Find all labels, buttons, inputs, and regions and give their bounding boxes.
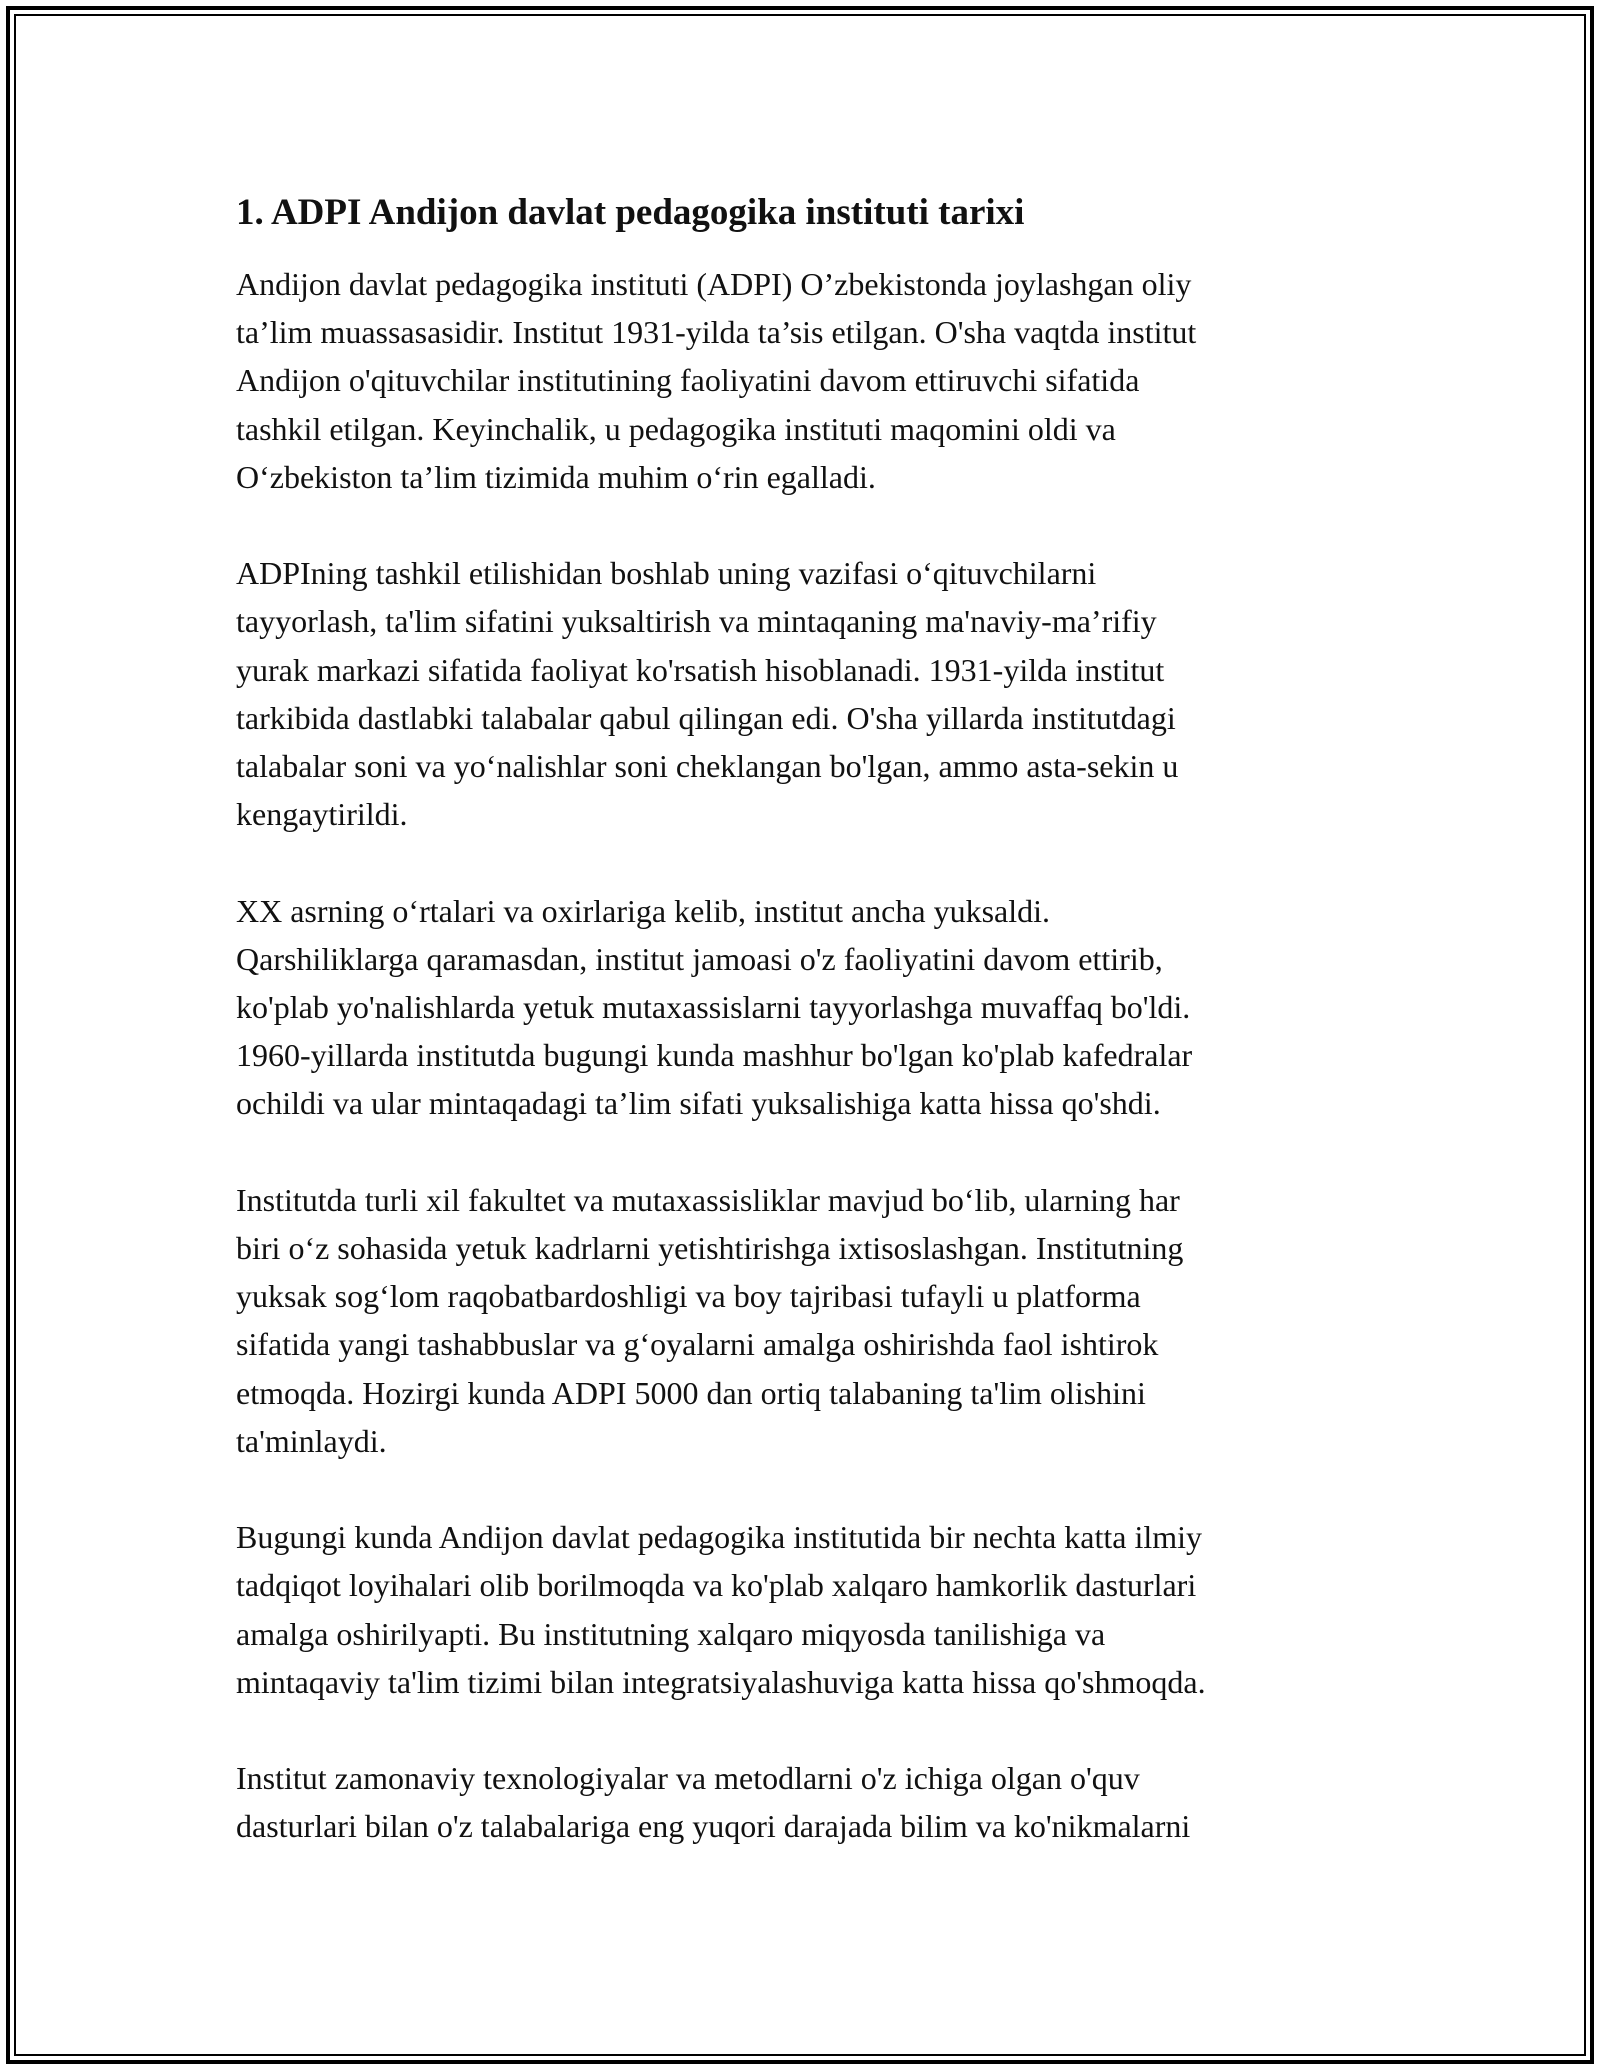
paragraph-line: ta'minlaydi. (236, 1422, 387, 1459)
paragraph-line: yuksak sog‘lom raqobatbardoshligi va boy tajribasi tufayli u platforma (236, 1278, 1141, 1315)
paragraph-line: Institut zamonaviy texnologiyalar va metodlarni o'z ichiga olgan o'quv (236, 1760, 1140, 1797)
paragraph-line: kengaytirildi. (236, 796, 408, 833)
paragraph-line: ochildi va ular mintaqadagi ta’lim sifati yuksalishiga katta hissa qo'shdi. (236, 1085, 1161, 1122)
paragraph-line: tadqiqot loyihalari olib borilmoqda va ko'plab xalqaro hamkorlik dasturlari (236, 1567, 1197, 1604)
paragraph-line: XX asrning o‘rtalari va oxirlariga kelib, institut ancha yuksaldi. (236, 892, 1050, 929)
paragraph-line: Andijon o'qituvchilar institutining faoliyatini davom ettiruvchi sifatida (236, 362, 1140, 399)
paragraph-line: tarkibida dastlabki talabalar qabul qilingan edi. O'sha yillarda institutdagi (236, 699, 1176, 736)
paragraph (236, 887, 1364, 1128)
paragraph-line: dasturlari bilan o'z talabalariga eng yuqori darajada bilim va ko'nikmalarni (236, 1808, 1191, 1845)
paragraph-line: tashkil etilgan. Keyinchalik, u pedagogika instituti maqomini oldi va (236, 410, 1116, 447)
paragraph (236, 549, 1364, 838)
paragraph (236, 260, 1364, 501)
paragraph-line: 1960-yillarda institutda bugungi kunda mashhur bo'lgan ko'plab kafedralar (236, 1037, 1193, 1074)
paragraph-line: biri o‘z sohasida yetuk kadrlarni yetishtirishga ixtisoslashgan. Institutning (236, 1230, 1184, 1267)
paragraph-line: ta’lim muassasasidir. Institut 1931-yilda ta’sis etilgan. O'sha vaqtda institut (236, 314, 1197, 351)
paragraph-line: ko'plab yo'nalishlarda yetuk mutaxassislarni tayyorlashga muvaffaq bo'ldi. (236, 989, 1191, 1026)
paragraph-line: yurak markazi sifatida faoliyat ko'rsatish hisoblanadi. 1931-yilda institut (236, 651, 1165, 688)
paragraph-line: ADPIning tashkil etilishidan boshlab uning vazifasi o‘qituvchilarni (236, 555, 1097, 592)
paragraph-line: O‘zbekiston ta’lim tizimida muhim o‘rin egalladi. (236, 458, 876, 495)
paragraph (236, 1176, 1364, 1465)
paragraph-line: sifatida yangi tashabbuslar va g‘oyalarni amalga oshirishda faol ishtirok (236, 1326, 1159, 1363)
paragraph-line: Bugungi kunda Andijon davlat pedagogika institutida bir nechta katta ilmiy (236, 1519, 1203, 1556)
paragraph-line: etmoqda. Hozirgi kunda ADPI 5000 dan ortiq talabaning ta'lim olishini (236, 1374, 1146, 1411)
paragraph (236, 1754, 1364, 1850)
paragraph-line: Andijon davlat pedagogika instituti (ADPI) O’zbekistonda joylashgan oliy (236, 266, 1192, 302)
document-body (236, 188, 1364, 1899)
paragraph-line: Institutda turli xil fakultet va mutaxassisliklar mavjud bo‘lib, ularning har (236, 1181, 1180, 1218)
paragraph-line: talabalar soni va yo‘nalishlar soni cheklangan bo'lgan, ammo asta-sekin u (236, 748, 1179, 785)
paragraph-line: tayyorlash, ta'lim sifatini yuksaltirish va mintaqaning ma'naviy-ma’rifiy (236, 603, 1157, 640)
paragraph (236, 1513, 1364, 1706)
paragraph-line: amalga oshirilyapti. Bu institutning xalqaro miqyosda tanilishiga va (236, 1615, 1106, 1652)
paragraph-line: Qarshiliklarga qaramasdan, institut jamoasi o'z faoliyatini davom ettirib, (236, 940, 1163, 977)
page-title: 1. ADPI Andijon davlat pedagogika instituti tarixi (236, 192, 1025, 233)
paragraph-line: mintaqaviy ta'lim tizimi bilan integratsiyalashuviga katta hissa qo'shmoqda. (236, 1663, 1206, 1700)
